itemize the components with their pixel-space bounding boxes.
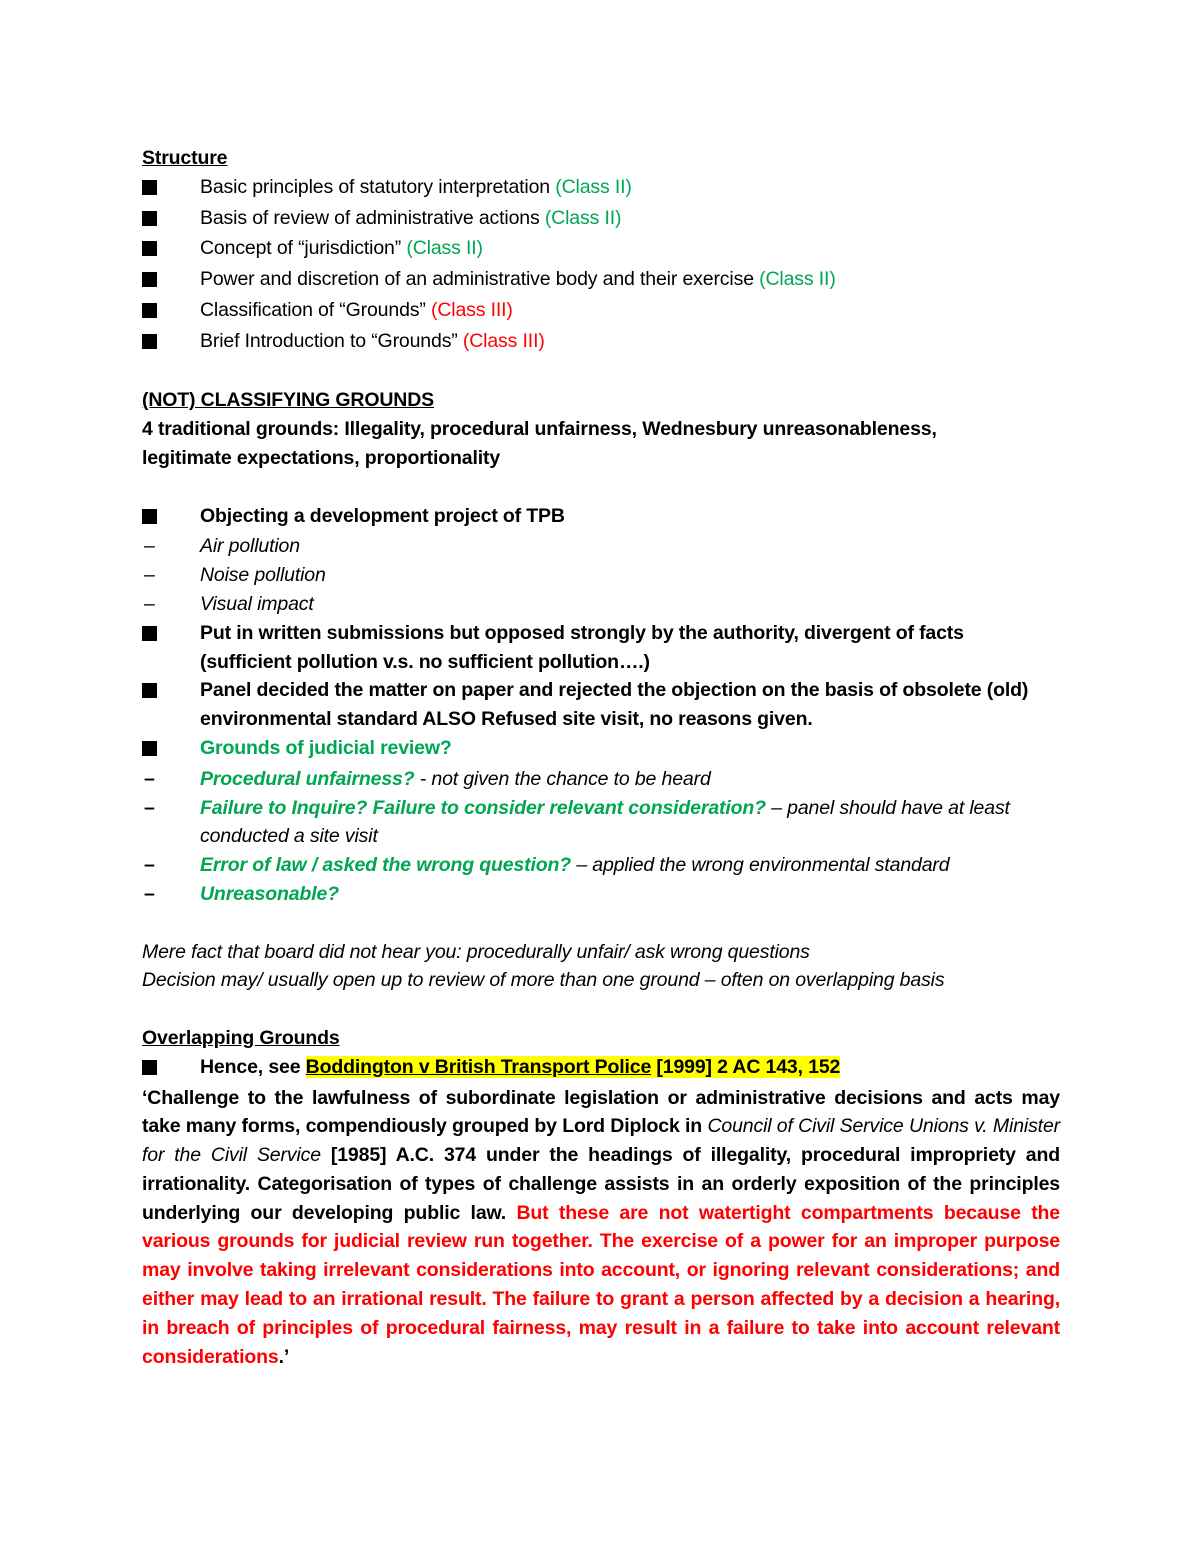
pollution-item-text: Air pollution bbox=[200, 535, 300, 558]
scenario-bullet bbox=[142, 734, 1060, 765]
dash-marker: – bbox=[144, 564, 155, 587]
ground-note: – panel should have at least conducted a site visit bbox=[200, 796, 1010, 848]
quote-case-name: Council of Civil Service Unions v. Minister for the Civil Service bbox=[142, 1115, 1060, 1167]
class-tag: (Class II) bbox=[406, 237, 483, 260]
bullet-square-icon bbox=[142, 741, 157, 756]
dash-marker: – bbox=[144, 592, 155, 615]
dash-marker: – bbox=[144, 767, 155, 790]
case-link[interactable]: Boddington v British Transport Police bbox=[305, 1055, 652, 1078]
dash-marker: – bbox=[144, 854, 155, 877]
grounds-list bbox=[142, 765, 1060, 909]
ground-label: Unreasonable? bbox=[200, 882, 339, 905]
dash-marker: – bbox=[144, 535, 155, 558]
hence-bullet bbox=[142, 1053, 1060, 1084]
structure-item-text bbox=[200, 234, 1060, 263]
pollution-item-text: Visual impact bbox=[200, 592, 314, 615]
dash-marker: – bbox=[144, 796, 155, 819]
ground-item bbox=[142, 765, 1060, 794]
ground-note: – applied the wrong environmental standard bbox=[571, 854, 950, 877]
ground-item-text bbox=[200, 851, 1060, 880]
structure-heading: Structure bbox=[142, 147, 228, 169]
structure-item-text bbox=[200, 327, 1060, 356]
ground-item-text bbox=[200, 765, 1060, 794]
bullet-square-icon bbox=[142, 180, 157, 195]
structure-item-label: Basis of review of administrative actions bbox=[200, 206, 545, 229]
ground-label: Failure to Inquire? Failure to consider relevant consideration? bbox=[200, 796, 766, 819]
ground-item-text bbox=[200, 880, 1060, 909]
bullet-square-icon bbox=[142, 1060, 157, 1075]
bullet-square-icon bbox=[142, 334, 157, 349]
structure-item-label: Classification of “Grounds” bbox=[200, 298, 431, 321]
bullet-square-icon bbox=[142, 241, 157, 256]
ground-label: Procedural unfairness? bbox=[200, 767, 415, 790]
structure-item-label: Brief Introduction to “Grounds” bbox=[200, 329, 463, 352]
quote-end: .’ bbox=[278, 1345, 290, 1368]
hence-line bbox=[200, 1053, 1060, 1082]
traditional-grounds-line1: 4 traditional grounds: Illegality, procedural unfairness, Wednesbury unreasonableness, bbox=[142, 418, 937, 441]
structure-item-label: Basic principles of statutory interpretation bbox=[200, 175, 556, 198]
structure-item-label: Concept of “jurisdiction” bbox=[200, 237, 407, 260]
structure-item-text bbox=[200, 296, 1060, 325]
pollution-item-text: Noise pollution bbox=[200, 564, 326, 587]
class-tag: (Class III) bbox=[462, 329, 545, 352]
structure-item bbox=[142, 265, 1060, 296]
grounds-question: Grounds of judicial review? bbox=[200, 736, 452, 759]
bullet-square-icon bbox=[142, 211, 157, 226]
ground-item bbox=[142, 851, 1060, 880]
quote-red-text: But these are not watertight compartments because the various grounds for judicial review run together. The exercise of a power for an improper purpose may involve taking irrelevant considerations into account, or ignoring relevant considerations; and either may lead to an irrational result. The failure to grant a person affected by a decision a hearing, in breach of principles of procedural fairness, may result in a failure to take into account relevant considerations bbox=[142, 1201, 1060, 1368]
structure-item-label: Power and discretion of an administrative body and their exercise bbox=[200, 268, 760, 291]
bullet-square-icon bbox=[142, 509, 157, 524]
case-citation: [1999] 2 AC 143, 152 bbox=[651, 1055, 841, 1078]
overlapping-heading: Overlapping Grounds bbox=[142, 1026, 340, 1049]
scenario-bullet bbox=[142, 502, 1060, 533]
structure-item bbox=[142, 204, 1060, 235]
scenario-bullet bbox=[142, 619, 1060, 677]
panel-decision-text: Panel decided the matter on paper and rejected the objection on the basis of obsolete (old) environmental standard ALSO Refused site visit, no reasons given. bbox=[200, 679, 1029, 731]
ground-item bbox=[142, 880, 1060, 909]
bullet-square-icon bbox=[142, 683, 157, 698]
class-tag: (Class III) bbox=[430, 298, 513, 321]
pollution-item bbox=[142, 561, 1060, 590]
structure-item-text bbox=[200, 265, 1060, 294]
ground-label: Error of law / asked the wrong question? bbox=[200, 854, 572, 877]
pollution-list bbox=[142, 532, 1060, 618]
submissions-text: Put in written submissions but opposed strongly by the authority, divergent of facts (sufficient pollution v.s. no sufficient pollution….) bbox=[200, 621, 964, 673]
ground-item-text bbox=[200, 794, 1060, 852]
structure-item-text bbox=[200, 204, 1060, 233]
structure-item bbox=[142, 234, 1060, 265]
structure-list bbox=[142, 173, 1060, 358]
bullet-square-icon bbox=[142, 303, 157, 318]
ground-note: - not given the chance to be heard bbox=[414, 767, 711, 790]
class-tag: (Class II) bbox=[759, 268, 836, 291]
quote-mid: [1985] A.C. 374 under the headings of illegality, procedural impropriety and irrationality. Categorisation of types of challenge assists in an orderly exposition of the principles underlying our developing public law. bbox=[142, 1144, 1060, 1224]
note-line1: Mere fact that board did not hear you: procedurally unfair/ ask wrong questions bbox=[142, 940, 810, 963]
class-tag: (Class II) bbox=[544, 206, 622, 229]
dash-marker: – bbox=[144, 882, 155, 905]
traditional-grounds-line2: legitimate expectations, proportionality bbox=[142, 446, 501, 469]
structure-item-text bbox=[200, 173, 1060, 202]
bullet-square-icon bbox=[142, 272, 157, 287]
pollution-item bbox=[142, 532, 1060, 561]
note-line2: Decision may/ usually open up to review of more than one ground – often on overlapping basis bbox=[142, 969, 945, 992]
structure-item bbox=[142, 296, 1060, 327]
scenario-title: Objecting a development project of TPB bbox=[200, 504, 565, 527]
not-classifying-heading: (NOT) CLASSIFYING GROUNDS bbox=[142, 389, 434, 412]
ground-item bbox=[142, 794, 1060, 852]
structure-item bbox=[142, 173, 1060, 204]
pollution-item bbox=[142, 590, 1060, 619]
hence-label: Hence, see bbox=[200, 1055, 306, 1078]
document-page bbox=[142, 144, 1060, 1371]
quote-paragraph bbox=[142, 1084, 1060, 1372]
quote-start: ‘Challenge to the lawfulness of subordinate legislation or administrative decisions and acts may take many forms, compendiously grouped by Lord Diplock in bbox=[142, 1086, 1060, 1138]
structure-item bbox=[142, 327, 1060, 358]
bullet-square-icon bbox=[142, 626, 157, 641]
scenario-bullet bbox=[142, 676, 1060, 734]
class-tag: (Class II) bbox=[555, 175, 632, 198]
